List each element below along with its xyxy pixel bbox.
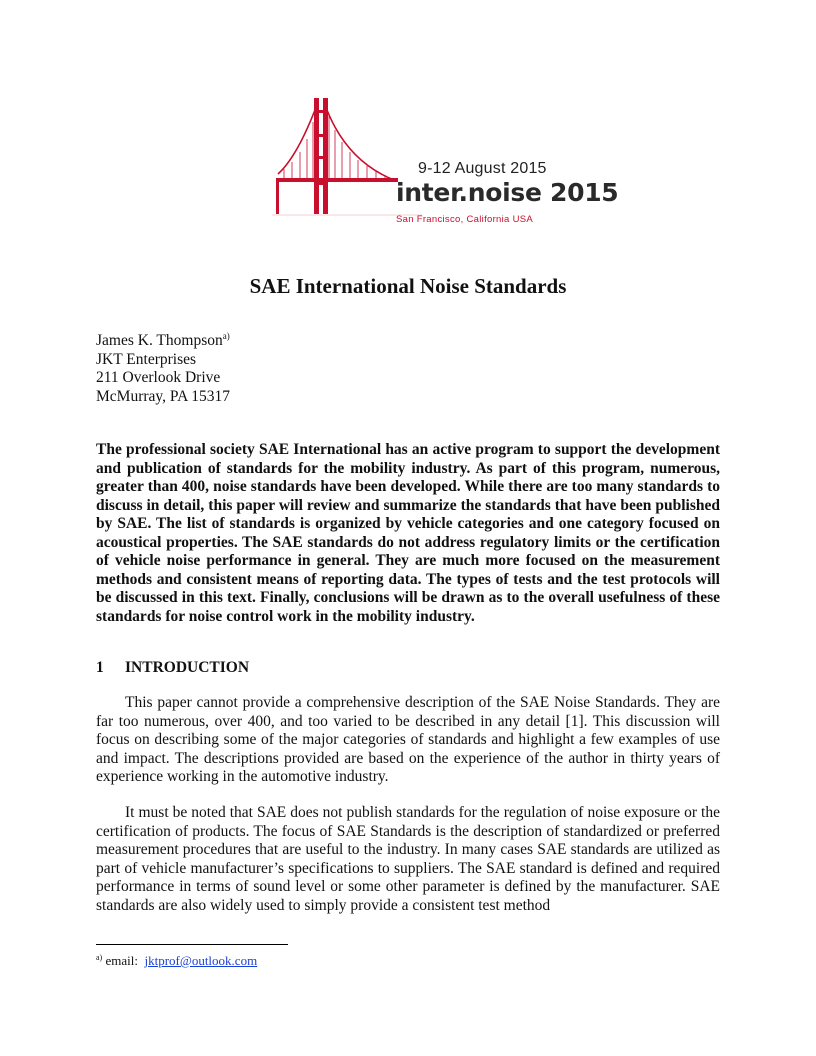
conference-name: inter.noise 2015 <box>396 178 619 207</box>
intro-paragraph-1: This paper cannot provide a comprehensive description of the SAE Noise Standards. They are far too numerous, over 400, and too varied to be described in any detail [1]. This discussion will focus on describing some of the major categories of standards and highlight a few examples of use and impact. The descriptions provided are based on the experience of the author in thirty years of experience working in the automotive industry. <box>96 694 720 785</box>
footnote-rule <box>96 944 288 945</box>
paper-title: SAE International Noise Standards <box>249 274 567 298</box>
section-title: INTRODUCTION <box>125 659 250 676</box>
conference-location: San Francisco, California USA <box>396 214 534 225</box>
author-affiliation-mark: a) <box>222 331 230 341</box>
author-email-link[interactable]: jktprof@outlook.com <box>144 953 258 968</box>
author-block <box>96 332 230 406</box>
abstract: The professional society SAE International has an active program to support the development and publication of standards for the mobility industry. As part of this program, numerous, greater than 400, noise standards have been developed. While there are too many standards to discuss in detail, this paper will review and summarize the standards that have been published by SAE. The list of standards is organized by vehicle categories and one category focused on acoustical properties. The SAE standards do not address regulatory limits or the certification of vehicle noise performance in general. They are much more focused on the measurement methods and consistent means of reporting data. The types of tests and the test protocols will be discussed in this text. Finally, conclusions will be drawn as to the overall usefulness of these standards for noise control work in the mobility industry. <box>96 441 720 625</box>
footnote-mark: a) <box>96 953 103 962</box>
footnote-label: email: <box>105 953 138 968</box>
author-organization: JKT Enterprises <box>96 350 197 368</box>
conference-logo <box>272 94 619 234</box>
intro-paragraph-2: It must be noted that SAE does not publish standards for the regulation of noise exposure or the certification of products. The focus of SAE Standards is the description of standardized or preferred measurement procedures that are useful to the industry. In many cases SAE standards are utilized as part of vehicle manufacturer’s specifications to suppliers. The SAE standard is defined and required performance in terms of sound level or some other parameter is defined by the manufacturer. SAE standards are also widely used to simply provide a consistent test method <box>96 804 720 914</box>
section-heading <box>96 659 249 677</box>
author-name-line <box>96 332 230 351</box>
author-name: James K. Thompson <box>96 332 223 349</box>
footnote <box>96 953 257 969</box>
conference-date: 9-12 August 2015 <box>418 160 547 177</box>
author-address-line2: McMurray, PA 15317 <box>96 387 231 405</box>
author-address-line1: 211 Overlook Drive <box>96 369 221 386</box>
section-number: 1 <box>96 659 104 676</box>
